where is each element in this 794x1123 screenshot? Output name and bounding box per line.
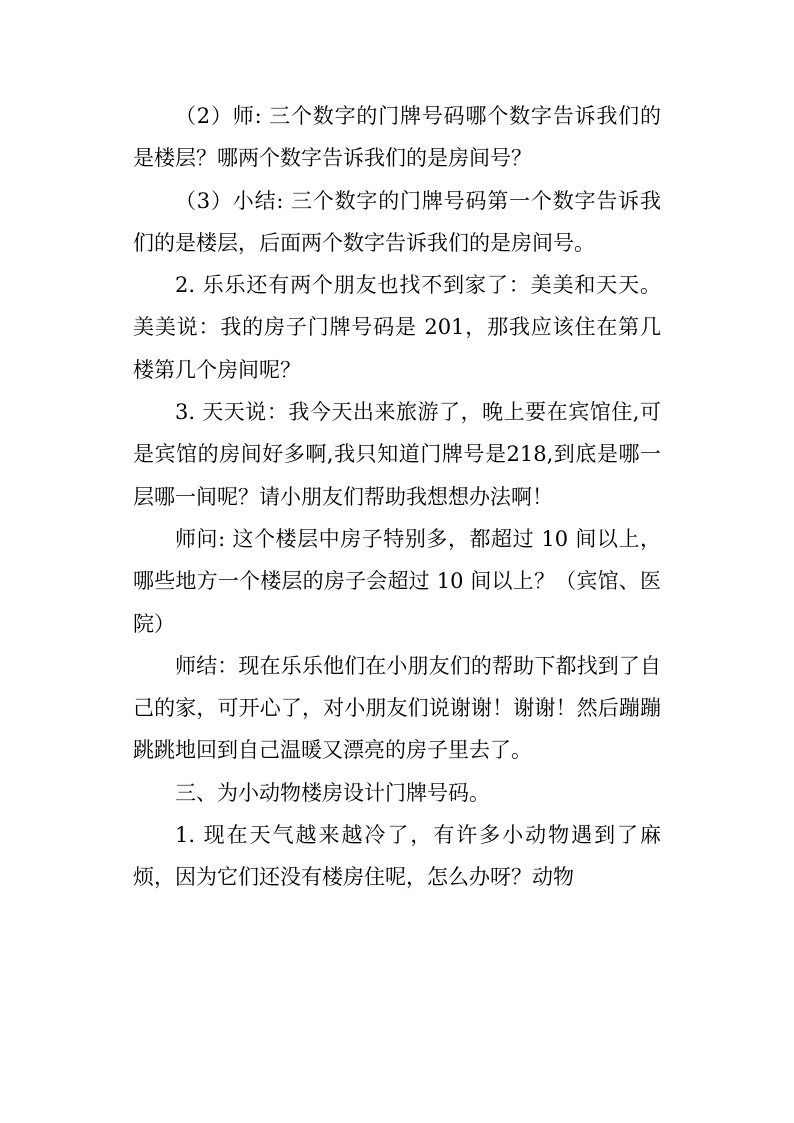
paragraph-lele-friends: 2. 乐乐还有两个朋友也找不到家了：美美和天天。美美说：我的房子门牌号码是 201，那我应该住在第几楼第几个房间呢？ bbox=[133, 273, 661, 382]
paragraph-summary: （3）小结: 三个数字的门牌号码第一个数字告诉我们的是楼层，后面两个数字告诉我们的是房间号。 bbox=[133, 188, 661, 255]
section-heading-design-door-numbers: 三、为小动物楼房设计门牌号码。 bbox=[175, 780, 490, 805]
paragraph-teacher-asks: 师问: 这个楼层中房子特别多，都超过 10 间以上，哪些地方一个楼层的房子会超过 10 间以上？（宾馆、医院） bbox=[133, 526, 661, 636]
document-body bbox=[133, 95, 661, 899]
paragraph-animals-problem: 1. 现在天气越来越冷了，有许多小动物遇到了麻烦，因为它们还没有楼房住呢，怎么办呀？动物 bbox=[133, 823, 661, 890]
paragraph-teacher-question: （2）师: 三个数字的门牌号码哪个数字告诉我们的是楼层？哪两个数字告诉我们的是房间号？ bbox=[133, 104, 661, 171]
paragraph-teacher-conclusion: 师结：现在乐乐他们在小朋友们的帮助下都找到了自己的家，可开心了，对小朋友们说谢谢！谢谢！然后蹦蹦跳跳地回到自己温暖又漂亮的房子里去了。 bbox=[133, 653, 661, 763]
paragraph-tiantian-hotel: 3. 天天说：我今天出来旅游了，晚上要在宾馆住,可是宾馆的房间好多啊,我只知道门牌号是218,到底是哪一层哪一间呢？请小朋友们帮助我想想办法啊！ bbox=[133, 400, 661, 509]
